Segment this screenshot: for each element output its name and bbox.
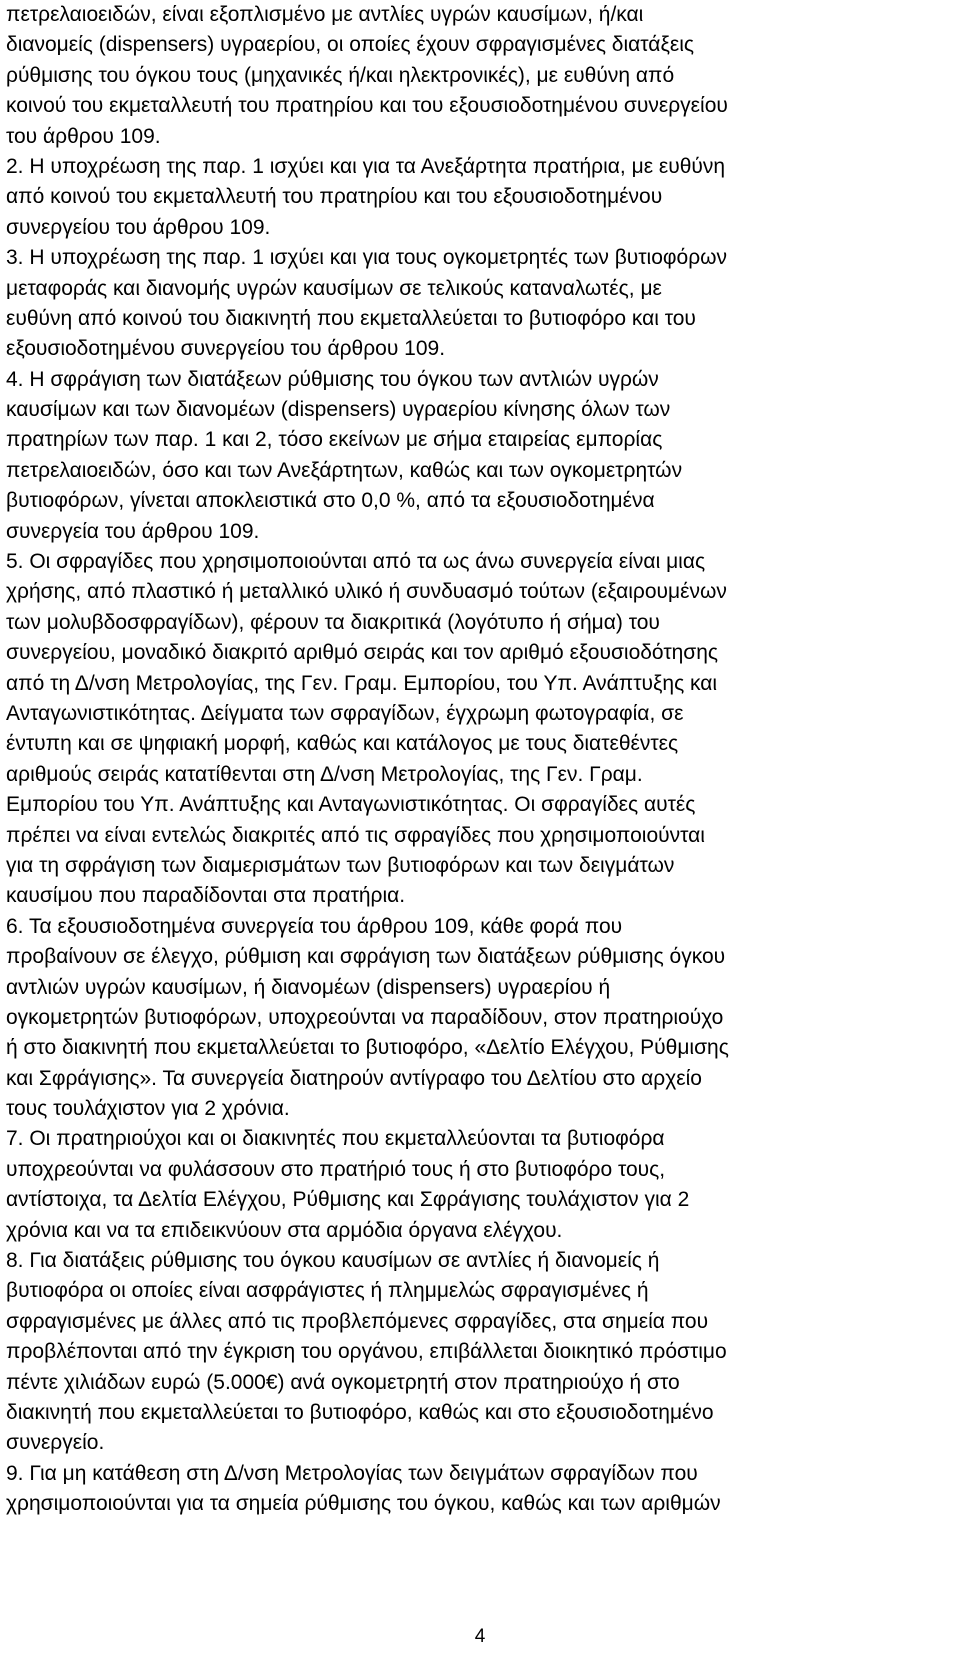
document-body	[6, 0, 946, 1550]
text-line: από κοινού του εκμεταλλευτή του πρατηρίου και του εξουσιοδοτημένου	[6, 185, 663, 209]
text-line: πετρελαιοειδών, όσο και των Ανεξάρτητων, καθώς και των ογκομετρητών	[6, 458, 683, 482]
text-line: 4. Η σφράγιση των διατάξεων ρύθμισης του όγκου των αντλιών υγρών	[6, 367, 659, 391]
text-line: Εμπορίου του Υπ. Ανάπτυξης και Ανταγωνιστικότητας. Οι σφραγίδες αυτές	[6, 793, 696, 817]
text-line: συνεργείο.	[6, 1431, 105, 1455]
text-line: 3. Η υποχρέωση της παρ. 1 ισχύει και για τους ογκομετρητές των βυτιοφόρων	[6, 246, 728, 270]
text-line: διανομείς (dispensers) υγραερίου, οι οποίες έχουν σφραγισμένες διατάξεις	[6, 33, 694, 57]
text-line: διακινητή που εκμεταλλεύεται το βυτιοφόρο, καθώς και στο εξουσιοδοτημένο	[6, 1400, 714, 1424]
text-line: εξουσιοδοτημένου συνεργείου του άρθρου 109.	[6, 337, 446, 361]
text-line: υποχρεούνται να φυλάσσουν στο πρατήριό τους ή στο βυτιοφόρο τους,	[6, 1157, 666, 1181]
text-line: αριθμούς σειράς κατατίθενται στη Δ/νση Μετρολογίας, της Γεν. Γραμ.	[6, 762, 643, 786]
text-line: καυσίμων και των διανομέων (dispensers) υγραερίου κίνησης όλων των	[6, 398, 671, 422]
text-line: 5. Οι σφραγίδες που χρησιμοποιούνται από τα ως άνω συνεργεία είναι μιας	[6, 550, 706, 574]
text-line: τους τουλάχιστον για 2 χρόνια.	[6, 1097, 290, 1121]
text-line: πετρελαιοειδών, είναι εξοπλισμένο με αντλίες υγρών καυσίμων, ή/και	[6, 3, 644, 26]
text-line: σφραγισμένες με άλλες από τις προβλεπόμενες σφραγίδες, στα σημεία που	[6, 1309, 709, 1333]
text-line: αντλιών υγρών καυσίμων, ή διανομέων (dispensers) υγραερίου ή	[6, 975, 611, 999]
text-line: 8. Για διατάξεις ρύθμισης του όγκου καυσίμων σε αντλίες ή διανομείς ή	[6, 1249, 660, 1273]
text-line: και Σφράγισης». Τα συνεργεία διατηρούν αντίγραφο του Δελτίου στο αρχείο	[6, 1066, 702, 1090]
text-line: βυτιοφόρα οι οποίες είναι ασφράγιστες ή πλημμελώς σφραγισμένες ή	[6, 1279, 649, 1303]
text-line: έντυπη και σε ψηφιακή μορφή, καθώς και κατάλογος με τους διατεθέντες	[6, 732, 679, 756]
text-line: συνεργείου, μοναδικό διακριτό αριθμό σειράς και τον αριθμό εξουσιοδότησης	[6, 641, 719, 665]
text-line: 7. Οι πρατηριούχοι και οι διακινητές που εκμεταλλεύονται τα βυτιοφόρα	[6, 1127, 665, 1151]
text-line: 6. Τα εξουσιοδοτημένα συνεργεία του άρθρου 109, κάθε φορά που	[6, 914, 623, 938]
text-line: για τη σφράγιση των διαμερισμάτων των βυτιοφόρων και των δειγμάτων	[6, 853, 675, 877]
text-line: από τη Δ/νση Μετρολογίας, της Γεν. Γραμ. Εμπορίου, του Υπ. Ανάπτυξης και	[6, 671, 718, 695]
text-line: κοινού του εκμεταλλευτή του πρατηρίου και του εξουσιοδοτημένου συνεργείου	[6, 94, 728, 118]
text-line: ευθύνη από κοινού του διακινητή που εκμεταλλεύεται το βυτιοφόρο και του	[6, 306, 696, 330]
text-line: πρατηρίων των παρ. 1 και 2, τόσο εκείνων με σήμα εταιρείας εμπορίας	[6, 428, 663, 452]
text-line: των μολυβδοσφραγίδων), φέρουν τα διακριτικά (λογότυπο ή σήμα) του	[6, 610, 660, 634]
text-line: χρόνια και να τα επιδεικνύουν στα αρμόδια όργανα ελέγχου.	[6, 1218, 563, 1242]
text-line: του άρθρου 109.	[6, 124, 161, 148]
text-line: χρησιμοποιούνται για τα σημεία ρύθμισης του όγκου, καθώς και των αριθμών	[6, 1492, 721, 1516]
text-line: χρήσης, από πλαστικό ή μεταλλικό υλικό ή συνδυασμό τούτων (εξαιρουμένων	[6, 580, 727, 604]
text-line: Ανταγωνιστικότητας. Δείγματα των σφραγίδων, έγχρωμη φωτογραφία, σε	[6, 701, 684, 725]
text-line: ή στο διακινητή που εκμεταλλεύεται το βυτιοφόρο, «Δελτίο Ελέγχου, Ρύθμισης	[6, 1036, 729, 1060]
text-line: βυτιοφόρων, γίνεται αποκλειστικά στο 0,0 %, από τα εξουσιοδοτημένα	[6, 489, 655, 513]
text-line	[6, 1520, 946, 1550]
text-line: πέντε χιλιάδων ευρώ (5.000€) ανά ογκομετρητή στον πρατηριούχο ή στο	[6, 1370, 680, 1394]
text-line: προβλέπονται από την έγκριση του οργάνου, επιβάλλεται διοικητικό πρόστιμο	[6, 1340, 727, 1364]
text-line: καυσίμου που παραδίδονται στα πρατήρια.	[6, 884, 406, 908]
text-line: πρέπει να είναι εντελώς διακριτές από τις σφραγίδες που χρησιμοποιούνται	[6, 823, 705, 847]
text-line: μεταφοράς και διανομής υγρών καυσίμων σε τελικούς καταναλωτές, με	[6, 276, 662, 300]
text-line: ρύθμισης του όγκου τους (μηχανικές ή/και ηλεκτρονικές), με ευθύνη από	[6, 63, 675, 87]
text-line: αντίστοιχα, τα Δελτία Ελέγχου, Ρύθμισης και Σφράγισης τουλάχιστον για 2	[6, 1188, 690, 1212]
text-line: προβαίνουν σε έλεγχο, ρύθμιση και σφράγιση των διατάξεων ρύθμισης όγκου	[6, 945, 726, 969]
text-line: ογκομετρητών βυτιοφόρων, υποχρεούνται να παραδίδουν, στον πρατηριούχο	[6, 1005, 724, 1029]
text-line: 2. Η υποχρέωση της παρ. 1 ισχύει και για τα Ανεξάρτητα πρατήρια, με ευθύνη	[6, 154, 726, 178]
page-number: 4	[474, 1626, 486, 1647]
text-line: συνεργείου του άρθρου 109.	[6, 215, 271, 239]
text-line: 9. Για μη κατάθεση στη Δ/νση Μετρολογίας των δειγμάτων σφραγίδων που	[6, 1461, 698, 1485]
text-line: συνεργεία του άρθρου 109.	[6, 519, 260, 543]
